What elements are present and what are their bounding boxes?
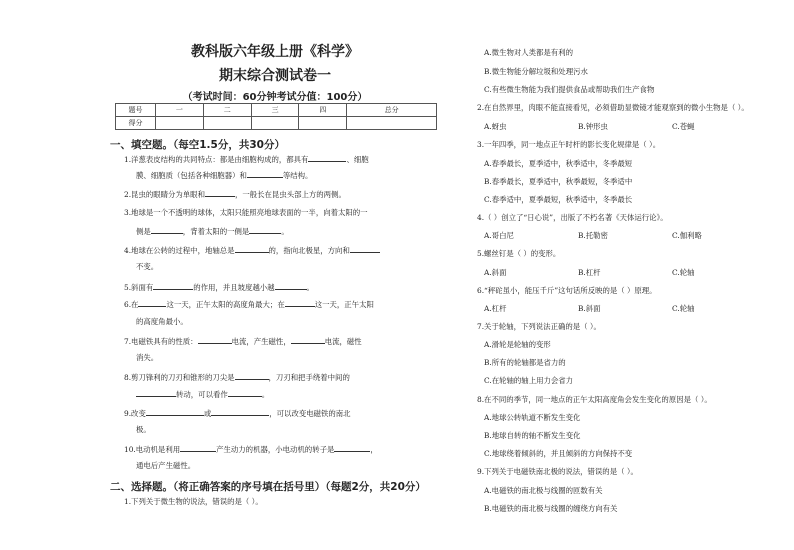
fill-line: 4.地球在公转的过程中，地轴总是 的，指向北极星，方向和 [124,245,380,256]
question-line: 7.关于轮轴，下列说法正确的是（ ）。 [477,322,601,331]
score-header-cell: 四 [299,104,347,117]
option-line: A.哥白尼 [484,231,514,240]
option-line: B.钟形虫 [578,122,608,131]
score-blank-cell[interactable] [156,117,204,130]
exam-title: 教科版六年级上册《科学》 [191,44,359,60]
question-line: 5.螺丝钉是（ ）的变形。 [477,249,561,258]
fill-line: 通电后产生磁性。 [136,461,196,470]
option-line: B.春季最长，夏季适中，秋季最短，冬季适中 [484,177,633,186]
fill-line: 转动，可以看作 。 [136,389,269,400]
question-line: 6.“秤砣虽小，能压千斤”这句话所反映的是（ ）原理。 [477,286,657,295]
score-header-cell: 总分 [347,104,437,117]
fill-line: 膜、细胞质（包括各种细胞器）和 等结构。 [136,171,313,180]
option-line: A.电磁铁的南北极与线圈的匝数有关 [484,486,603,495]
score-header-cell: 一 [156,104,204,117]
option-line: B.微生物能分解垃圾和处理污水 [484,67,588,76]
question-line: 1.下列关于微生物的说法，错误的是（ ）。 [124,497,263,506]
option-line: C.在轮轴的轴上用力会省力 [484,376,574,385]
question-line: 3.一年四季，同一地点正午时杆的影长变化规律是（ ）。 [477,140,661,149]
option-line: A.微生物对人类都是有利的 [484,48,573,57]
option-line: C.地球绕着倾斜的，并且倾斜的方向保持不变 [484,449,633,458]
fill-line: 不变。 [136,262,159,271]
question-line: 8.在不同的季节，同一地点的正午太阳高度角会发生变化的原因是（ ）。 [477,395,712,404]
exam-info: （考试时间：60分钟考试分值：100分） [182,92,368,103]
fill-line: 消失。 [136,353,159,362]
score-header-cell: 二 [203,104,251,117]
option-line: B.斜面 [578,304,601,313]
section-choice-title: 二、选择题。（将正确答案的序号填在括号里）（每题2分，共20分） [110,481,426,493]
option-line: A.春季最长，夏季适中，秋季适中，冬季最短 [484,159,633,168]
section-fill-title: 一、填空题。（每空1.5分，共30分） [110,139,285,151]
score-blank-cell[interactable] [299,117,347,130]
score-header-cell: 三 [251,104,299,117]
fill-line: 5.斜面有 的作用，并且坡度越小越 。 [124,283,314,292]
option-line: C.有些微生物能为我们提供食品或帮助我们生产食物 [484,85,655,94]
fill-line: 7.电磁铁具有的性质： 电流，产生磁性， 电流，磁性 [124,337,362,346]
fill-line: 1.洋葱表皮结构的共同特点：都是由细胞构成的，都具有 、细胞 [124,155,369,164]
fill-line: 极。 [136,425,151,434]
fill-line: 9.改变 或 ，可以改变电磁铁的南北 [124,409,351,418]
question-line: 2.在自然界里，肉眼不能直接看见，必须借助显微镜才能观察到的微小生物是（ ）。 [477,103,749,112]
question-line: 9.下列关于电磁铁南北极的说法，错误的是（ ）。 [477,467,638,476]
option-line: A.斜面 [484,268,507,277]
score-blank-cell[interactable] [347,117,437,130]
score-blank-cell[interactable] [203,117,251,130]
fill-line: 2.昆虫的眼睛分为单眼和 ，一般长在昆虫头部上方的两侧。 [124,190,346,199]
score-label-cell: 得分 [116,117,156,130]
question-line: 4.（ ）创立了“日心说”，出版了不朽名著《天体运行论》。 [477,213,668,222]
fill-line: 10.电动机是利用 产生动力的机器，小电动机的转子是 ， [124,445,378,454]
fill-line: 的高度角最小。 [136,317,188,326]
option-line: B.杠杆 [578,268,601,277]
option-line: B.地球自转的轴不断发生变化 [484,431,581,440]
option-line: C.春季适中，夏季最短，秋季适中，冬季最长 [484,195,633,204]
fill-line: 6.在 这一天，正午太阳的高度角最大；在 这一天，正午太阳 [124,300,374,309]
fill-line: 3.地球是一个不透明的球体，太阳只能照亮地球表面的一半，向着太阳的一 [124,208,368,217]
score-blank-cell[interactable] [251,117,299,130]
option-line: B.托勒密 [578,231,608,240]
option-line: C.伽利略 [672,231,702,240]
option-line: A.滑轮是轮轴的变形 [484,340,551,349]
fill-line: 侧是 ，背着太阳的一侧是 。 [136,227,289,236]
fill-line: 8.剪刀锋利的刀刃和锥形的刀尖是 ，刀刃和把手绕着中间的 [124,373,350,382]
option-line: C.轮轴 [672,304,695,313]
option-line: A.杠杆 [484,304,507,313]
option-line: C.苍蝇 [672,122,695,131]
option-line: B.所有的轮轴都是省力的 [484,358,566,367]
exam-subtitle: 期末综合测试卷一 [219,68,331,84]
score-header-cell: 题号 [116,104,156,117]
option-line: B.电磁铁的南北极与线圈的缠绕方向有关 [484,504,618,513]
option-line: A.地球公转轨道不断发生变化 [484,413,581,422]
option-line: A.蚜虫 [484,122,507,131]
option-line: C.轮轴 [672,268,695,277]
score-table [115,103,437,130]
